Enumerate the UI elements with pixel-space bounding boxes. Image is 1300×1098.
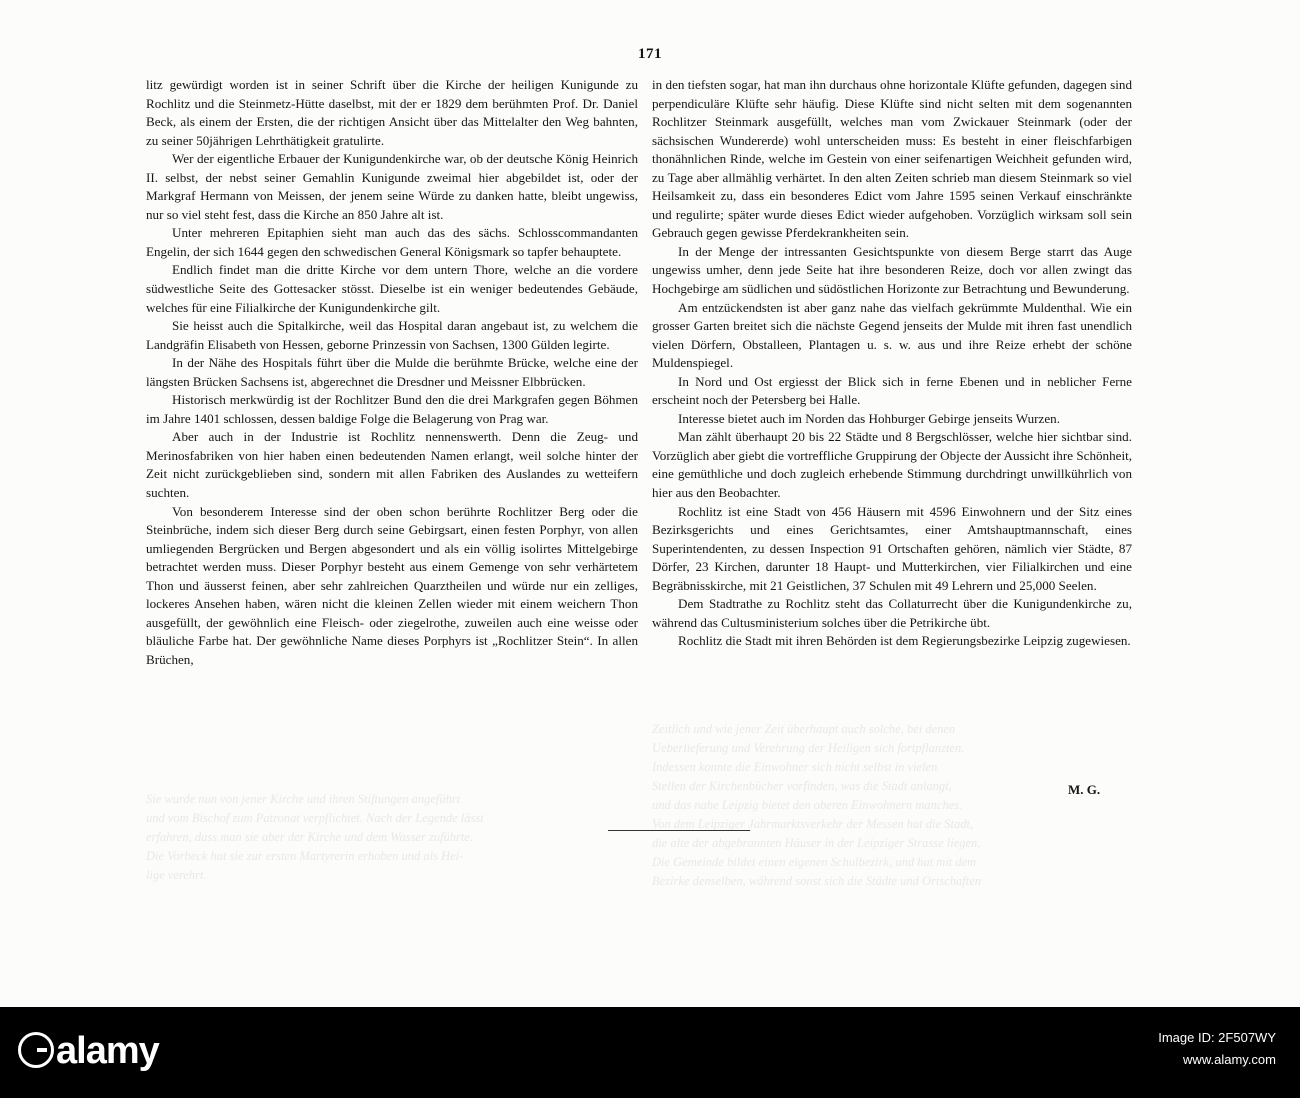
bleed-line: Bezirke denselben, während sonst sich die Städte und Ortschaften xyxy=(652,874,981,888)
author-signature: M. G. xyxy=(1068,782,1101,797)
paragraph: Am entzückendsten ist aber ganz nahe das vielfach gekrümmte Muldenthal. Wie ein grosser Garten breitet sich die nächste Gegend jenseits der Mulde mit ihren fast unendlich vielen Dörfern, Obstalleen, Plantagen u. s. w. aus und ihre Reize erhebt der schöne Muldenspiegel. xyxy=(652,299,1132,371)
page-number: 171 xyxy=(638,46,662,62)
paragraph: Wer der eigentliche Erbauer der Kunigundenkirche war, ob der deutsche König Heinrich II. selbst, der nebst seiner Gemahlin Kunigunde zweimal hier abgebildet ist, oder der Markgraf Hermann von Meissen, der jenem seine Würde zu danken hatte, bleibt ungewiss, nur so viel steht fest, dass die Kirche an 850 Jahre alt ist. xyxy=(146,151,638,222)
stock-footer-bar xyxy=(0,1007,1300,1098)
bleed-line: und das nahe Leipzig bietet den oberen Einwohnern manches. xyxy=(652,798,963,812)
bleed-line: Zeitlich und wie jener Zeit überhaupt auch solche, bei denen xyxy=(652,722,956,736)
paragraph: Sie heisst auch die Spitalkirche, weil das Hospital daran angebaut ist, zu welchem die Landgräfin Elisabeth von Hessen, geborne Prinzessin von Sachsen, 1300 Gülden legirte. xyxy=(146,318,638,352)
bleed-line: Die Gemeinde bildet einen eigenen Schulbezirk, und hat mit dem xyxy=(652,855,977,869)
paragraph: Dem Stadtrathe zu Rochlitz steht das Collaturrecht über die Kunigundenkirche zu, während das Cultusministerium solches über die Petrikirche übt. xyxy=(652,596,1132,630)
logo-text: alamy xyxy=(56,1030,159,1072)
section-divider xyxy=(608,830,750,831)
bleed-line: Von dem Leipziger Jahrmarktsverkehr der Messen hat die Stadt, xyxy=(652,817,974,831)
bleed-line: Stellen der Kirchenbücher vorfinden, was die Stadt anlangt, xyxy=(652,779,952,793)
paragraph: Von besonderem Interesse sind der oben schon berührte Rochlitzer Berg oder die Steinbrüche, indem sich dieser Berg durch seine Gebirgsart, einen festen Porphyr, von allen umliegenden Bergrücken und Bergen abgesondert und als ein völlig isolirtes Mittelgebirge betrachtet werden muss. Dieser Porphyr besteht aus einem Gemenge von sehr verhärtetem Thon und äusserst feinen, aber sehr zahlreichen Quarztheilen und würde nur ein zelliges, lockeres Ansehen haben, wären nicht die kleinen Zellen wieder mit einem weichern Thon ausgefüllt, der gewöhnlich eine Fleisch- oder ziegelrothe, zuweilen auch eine weisse oder bläuliche Farbe hat. Der gewöhnliche Name dieses Porphyrs ist „Rochlitzer Stein“. In allen Brüchen, xyxy=(146,503,638,667)
paragraph: Endlich findet man die dritte Kirche vor dem untern Thore, welche an die vordere südwestliche Seite des Gottesacker stösst. Dieselbe ist ein weniger bedeutendes Gebäude, welches für eine Filialkirche der Kunigundenkirche gilt. xyxy=(146,262,638,315)
logo-a-icon xyxy=(18,1032,54,1068)
paragraph: Unter mehreren Epitaphien sieht man auch das des sächs. Schlosscommandanten Engelin, der sich 1644 gegen den schwedischen General Königsmark so tapfer behauptete. xyxy=(146,225,638,259)
left-text-column xyxy=(146,76,638,670)
paragraph: Historisch merkwürdig ist der Rochlitzer Bund den die drei Markgrafen gegen Böhmen im Jahre 1401 schlossen, dessen baldige Folge die Belagerung von Prag war. xyxy=(146,392,638,426)
bleed-line: Ueberlieferung und Verehrung der Heiligen sich fortpflanzten. xyxy=(652,741,965,755)
image-id: Image ID: 2F507WY xyxy=(1158,1030,1276,1045)
paragraph: Man zählt überhaupt 20 bis 22 Städte und 8 Bergschlösser, welche hier sichtbar sind. Vorzüglich aber giebt die vortreffliche Gruppirung der Objecte der Aussicht ihre Schönheit, eine gemüthliche und doch zugleich erhebende Stimmung durchdringt unwillkührlich von hier aus den Beobachter. xyxy=(652,429,1132,501)
paragraph: litz gewürdigt worden ist in seiner Schrift über die Kirche der heiligen Kunigunde zu Rochlitz und die Steinmetz-Hütte daselbst, mit der er 1829 dem berühmten Prof. Dr. Daniel Beck, als einem der Ersten, die der richtigen Ansicht über das Mittelalter den Weg bahnten, zu seiner 50jährigen Lehrthätigkeit gratulirte. xyxy=(146,77,638,148)
paragraph: in den tiefsten sogar, hat man ihn durchaus ohne horizontale Klüfte gefunden, dagegen sind perpendiculäre Klüfte sehr häufig. Diese Klüfte sind nicht selten mit dem sogenannten Rochlitzer Steinmark ausgefüllt, welches man vom Zwickauer Steinmark (oder der sächsischen Wundererde) wohl unterscheiden muss: Es besteht in einer fleischfarbigen thonähnlichen Rinde, welche im Gestein von einer seifenartigen Weichheit gefunden wird, zu Tage aber allmählig verhärtet. In den alten Zeiten schrieb man diesem Steinmark so viel Heilsamkeit zu, dass ein besonderes Edict vom Jahre 1595 seinen Verkauf einschränkte und regulirte; später wurde dieses Edict wieder aufgehoben. Vorzüglich wirksam soll sein Gebrauch gegen gewisse Pferdekrankheiten sein. xyxy=(652,77,1132,241)
site-url[interactable]: www.alamy.com xyxy=(1183,1052,1276,1067)
bleed-line: Indessen konnte die Einwohner sich nicht selbst in vielen xyxy=(652,760,938,774)
paragraph: Rochlitz ist eine Stadt von 456 Häusern mit 4596 Einwohnern und der Sitz eines Bezirksgerichts und eines Gerichtsamtes, einer Amtshauptmannschaft, eines Superintendenten, zu dessen Inspection 91 Ortschaften gehören, nämlich vier Städte, 87 Dörfer, 23 Kirchen, darunter 18 Haupt- und Mutterkirchen, vier Filialkirchen und eine Begräbnisskirche, mit 21 Geistlichen, 37 Schulen mit 49 Lehrern und 25,000 Seelen. xyxy=(652,503,1132,593)
bleed-through-text-left xyxy=(146,790,616,885)
paragraph: In der Menge der intressanten Gesichtspunkte von diesem Berge starrt das Auge ungewiss umher, denn jede Seite hat ihre besonderen Reize, doch vor allen zwingt das Hochgebirge am südlichen und südöstlichen Horizonte zur Betrachtung und Bewunderung. xyxy=(652,243,1132,297)
alamy-logo xyxy=(18,1027,159,1073)
bleed-line: Die Vorbeck hat sie zur ersten Martyrerin erhoben und als Hei- xyxy=(146,849,464,863)
paragraph: Aber auch in der Industrie ist Rochlitz nennenswerth. Denn die Zeug- und Merinosfabriken von hier haben einen bedeutenden Namen erlangt, weil solche hinter der Zeit nicht zurückgeblieben sind, sondern mit allen Fabriken des Auslandes zu wetteifern suchten. xyxy=(146,429,638,501)
bleed-line: und vom Bischof zum Patronat verpflichtet. Nach der Legende lässt xyxy=(146,811,484,825)
bleed-through-text-right xyxy=(652,720,1122,891)
bleed-line: lige verehrt. xyxy=(146,868,207,882)
bleed-line: erfahren, dass man sie aber der Kirche und dem Wasser zuführte. xyxy=(146,830,474,844)
bleed-line: die alte der abgebrannten Häuser in der Leipziger Strasse liegen, xyxy=(652,836,981,850)
paragraph: In der Nähe des Hospitals führt über die Mulde die berühmte Brücke, welche eine der längsten Brücken Sachsens ist, abgerechnet die Dresdner und Meissner Elbbrücken. xyxy=(146,355,638,389)
right-text-column xyxy=(652,76,1132,651)
bleed-line: Sie wurde nun von jener Kirche und ihren Stiftungen angeführt xyxy=(146,792,461,806)
paragraph: Rochlitz die Stadt mit ihren Behörden ist dem Regierungsbezirke Leipzig zugewiesen. xyxy=(678,633,1131,649)
paragraph: Interesse bietet auch im Norden das Hohburger Gebirge jenseits Wurzen. xyxy=(678,410,1060,426)
paragraph: In Nord und Ost ergiesst der Blick sich in ferne Ebenen und in neblicher Ferne erscheint noch der Petersberg bei Halle. xyxy=(652,373,1132,408)
